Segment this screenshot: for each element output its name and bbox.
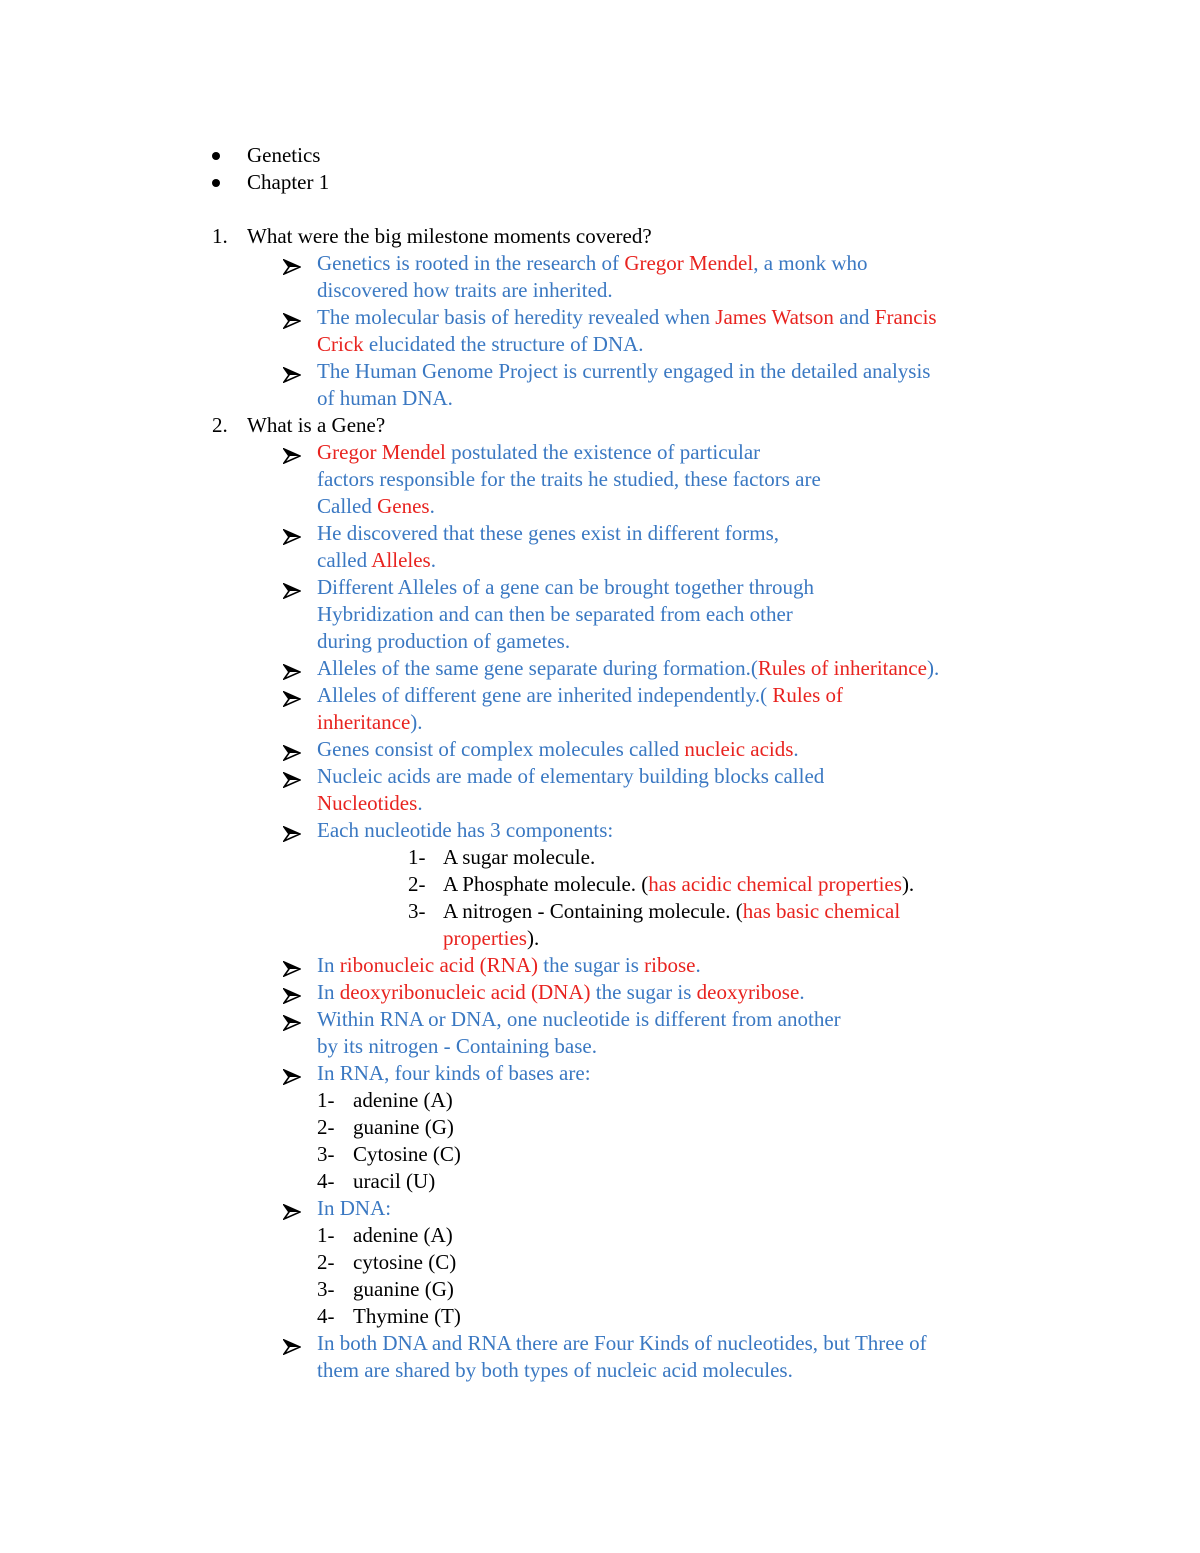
list-item-text: In DNA: bbox=[317, 1196, 392, 1220]
highlight-term: Francis bbox=[874, 305, 937, 329]
highlight-term: Rules of inheritance bbox=[757, 656, 927, 680]
arrow-bullet-icon bbox=[283, 1201, 301, 1217]
text-segment: by its nitrogen - Containing base. bbox=[317, 1034, 597, 1058]
text-line bbox=[317, 817, 613, 844]
list-number: 3- bbox=[317, 1277, 335, 1301]
text-line bbox=[317, 763, 824, 790]
text-segment: A sugar molecule. bbox=[443, 845, 596, 869]
highlight-term: ribose bbox=[644, 953, 696, 977]
arrow-bullet-icon bbox=[283, 985, 301, 1001]
list-item-text: In RNA, four kinds of bases are: bbox=[317, 1061, 591, 1085]
text-segment: . bbox=[799, 980, 805, 1004]
text-segment: Nucleic acids are made of elementary building blocks called bbox=[317, 764, 825, 788]
highlight-term: deoxyribose bbox=[696, 980, 800, 1004]
text-segment: called bbox=[317, 548, 372, 572]
text-segment: ). bbox=[410, 710, 423, 734]
highlight-term: Rules of bbox=[772, 683, 843, 707]
text-segment: of human DNA. bbox=[317, 386, 453, 410]
arrow-bullet-icon bbox=[283, 526, 301, 542]
list-item-text: Thymine (T) bbox=[353, 1304, 461, 1328]
text-segment: Each nucleotide has 3 components: bbox=[317, 818, 614, 842]
text-line bbox=[443, 844, 595, 871]
text-segment: Genetics is rooted in the research of bbox=[317, 251, 625, 275]
text-line bbox=[317, 1330, 927, 1357]
text-segment: them are shared by both types of nucleic acid molecules. bbox=[317, 1358, 793, 1382]
text-segment: The molecular basis of heredity revealed when bbox=[317, 305, 716, 329]
arrow-bullet-icon bbox=[283, 661, 301, 677]
arrow-bullet-icon bbox=[283, 1066, 301, 1082]
bullet-dot bbox=[212, 179, 220, 187]
text-segment: ). bbox=[926, 656, 940, 680]
text-segment: He discovered that these genes exist in different forms, bbox=[317, 521, 780, 545]
text-segment: . bbox=[793, 737, 799, 761]
text-line bbox=[317, 736, 799, 763]
text-line bbox=[317, 277, 613, 304]
text-segment: . bbox=[695, 953, 701, 977]
text-segment: In bbox=[317, 980, 340, 1004]
text-segment: the sugar is bbox=[590, 980, 697, 1004]
list-item-text: Cytosine (C) bbox=[353, 1142, 461, 1166]
highlight-term: Gregor Mendel bbox=[624, 251, 754, 275]
list-number: 2- bbox=[317, 1250, 335, 1274]
highlight-term: Nucleotides bbox=[317, 791, 418, 815]
text-line bbox=[317, 574, 814, 601]
arrow-bullet-icon bbox=[283, 958, 301, 974]
text-line bbox=[443, 925, 539, 952]
arrow-bullet-icon bbox=[283, 1012, 301, 1028]
text-line bbox=[317, 304, 937, 331]
text-segment: Hybridization and can then be separated from each other bbox=[317, 602, 793, 626]
list-item-text: guanine (G) bbox=[353, 1115, 454, 1139]
highlight-term: nucleic acids bbox=[684, 737, 794, 761]
text-segment: ). bbox=[901, 872, 915, 896]
text-segment: , a monk who bbox=[753, 251, 868, 275]
text-segment: and bbox=[833, 305, 875, 329]
text-line bbox=[317, 682, 843, 709]
highlight-term: Crick bbox=[317, 332, 364, 356]
text-segment: Genes consist of complex molecules called bbox=[317, 737, 685, 761]
highlight-term: James Watson bbox=[715, 305, 834, 329]
text-line bbox=[317, 1033, 597, 1060]
list-number: 2- bbox=[408, 872, 426, 896]
text-segment: elucidated the structure of DNA. bbox=[363, 332, 644, 356]
text-segment: postulated the existence of particular bbox=[445, 440, 761, 464]
highlight-term: deoxyribonucleic acid (DNA) bbox=[339, 980, 591, 1004]
bullet-dot bbox=[212, 152, 220, 160]
list-item-text: uracil (U) bbox=[353, 1169, 436, 1193]
list-item-text: guanine (G) bbox=[353, 1277, 454, 1301]
text-line bbox=[317, 250, 868, 277]
q1-number: 1. bbox=[212, 224, 228, 248]
text-line bbox=[317, 1357, 793, 1384]
text-line bbox=[317, 790, 423, 817]
arrow-bullet-icon bbox=[283, 364, 301, 380]
text-segment: . bbox=[430, 548, 436, 572]
list-number: 1- bbox=[408, 845, 426, 869]
text-line bbox=[317, 601, 793, 628]
list-number: 4- bbox=[317, 1304, 335, 1328]
bullet-genetics: Genetics bbox=[247, 143, 321, 167]
q2-text: What is a Gene? bbox=[247, 413, 386, 437]
list-item-text: adenine (A) bbox=[353, 1088, 453, 1112]
arrow-bullet-icon bbox=[283, 1336, 301, 1352]
highlight-term: inheritance bbox=[317, 710, 411, 734]
text-line bbox=[317, 493, 435, 520]
text-line bbox=[317, 979, 805, 1006]
arrow-bullet-icon bbox=[283, 310, 301, 326]
text-line bbox=[317, 628, 570, 655]
arrow-bullet-icon bbox=[283, 445, 301, 461]
text-segment: In both DNA and RNA there are Four Kinds of nucleotides, but Three of bbox=[317, 1331, 927, 1355]
text-segment: the sugar is bbox=[538, 953, 645, 977]
arrow-bullet-icon bbox=[283, 769, 301, 785]
list-number: 1- bbox=[317, 1088, 335, 1112]
arrow-bullet-icon bbox=[283, 742, 301, 758]
text-line bbox=[317, 655, 939, 682]
bullet-chapter: Chapter 1 bbox=[247, 170, 330, 194]
arrow-bullet-icon bbox=[283, 256, 301, 272]
arrow-bullet-icon bbox=[283, 688, 301, 704]
text-line bbox=[317, 709, 423, 736]
text-segment: . bbox=[429, 494, 435, 518]
text-segment: A Phosphate molecule. ( bbox=[443, 872, 649, 896]
text-line bbox=[317, 547, 436, 574]
highlight-term: Gregor Mendel bbox=[317, 440, 446, 464]
text-segment: Called bbox=[317, 494, 378, 518]
arrow-bullet-icon bbox=[283, 580, 301, 596]
text-line bbox=[443, 898, 900, 925]
list-item-text: cytosine (C) bbox=[353, 1250, 457, 1274]
arrow-bullet-icon bbox=[283, 823, 301, 839]
list-number: 1- bbox=[317, 1223, 335, 1247]
text-segment: Different Alleles of a gene can be brought together through bbox=[317, 575, 815, 599]
text-line bbox=[443, 871, 914, 898]
text-segment: factors responsible for the traits he studied, these factors are bbox=[317, 467, 821, 491]
highlight-term: has basic chemical bbox=[742, 899, 901, 923]
list-number: 2- bbox=[317, 1115, 335, 1139]
text-segment: ). bbox=[526, 926, 540, 950]
text-segment: . bbox=[417, 791, 423, 815]
text-line bbox=[317, 358, 930, 385]
text-line bbox=[317, 952, 701, 979]
text-segment: In bbox=[317, 953, 340, 977]
list-item-text: adenine (A) bbox=[353, 1223, 453, 1247]
list-number: 4- bbox=[317, 1169, 335, 1193]
text-segment: during production of gametes. bbox=[317, 629, 571, 653]
q2-number: 2. bbox=[212, 413, 228, 437]
q1-text: What were the big milestone moments covered? bbox=[247, 224, 652, 248]
list-number: 3- bbox=[408, 899, 426, 923]
highlight-term: Genes bbox=[377, 494, 430, 518]
text-line bbox=[317, 520, 779, 547]
highlight-term: Alleles bbox=[371, 548, 431, 572]
highlight-term: ribonucleic acid (RNA) bbox=[339, 953, 539, 977]
text-line bbox=[317, 331, 644, 358]
text-segment: The Human Genome Project is currently engaged in the detailed analysis bbox=[317, 359, 931, 383]
text-segment: Alleles of the same gene separate during formation.( bbox=[317, 656, 758, 680]
list-number: 3- bbox=[317, 1142, 335, 1166]
text-line bbox=[317, 385, 453, 412]
highlight-term: properties bbox=[443, 926, 527, 950]
text-line bbox=[317, 466, 821, 493]
text-line bbox=[317, 1006, 841, 1033]
highlight-term: has acidic chemical properties bbox=[648, 872, 902, 896]
text-segment: A nitrogen - Containing molecule. ( bbox=[443, 899, 743, 923]
text-segment: Alleles of different gene are inherited independently.( bbox=[317, 683, 773, 707]
text-line bbox=[317, 439, 760, 466]
text-segment: discovered how traits are inherited. bbox=[317, 278, 613, 302]
text-segment: Within RNA or DNA, one nucleotide is different from another bbox=[317, 1007, 841, 1031]
